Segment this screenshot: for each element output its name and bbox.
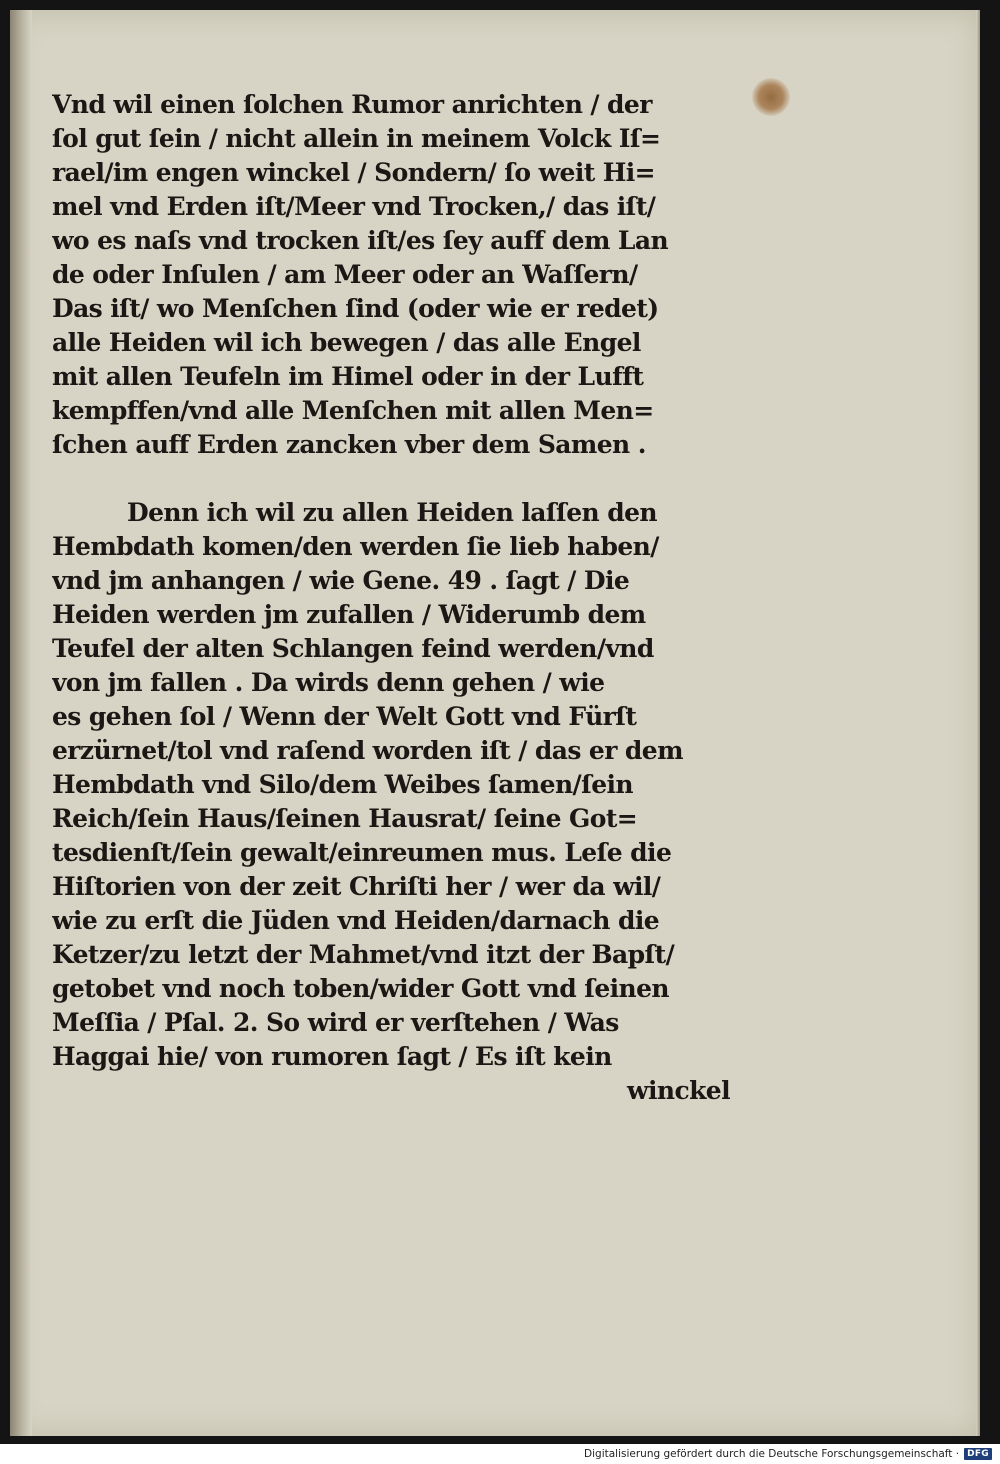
text-line: tesdienſt/ſein gewalt/einreumen mus. Leſe die [52,838,672,867]
text-line: erzürnet/tol vnd raſend worden iſt / das er dem [52,736,683,765]
paragraph-1 [52,88,730,462]
text-line: von jm fallen . Da wirds denn gehen / wie [52,668,605,697]
text-line: rael/im engen winckel / Sondern/ ſo weit Hi= [52,158,656,187]
text-line: Ketzer/zu letzt der Mahmet/vnd itzt der Bapſt/ [52,940,675,969]
page-text [52,88,730,1108]
text-line: ſchen auff Erden zancken vber dem Samen . [52,430,646,459]
text-line: mel vnd Erden iſt/Meer vnd Trocken,/ das iſt/ [52,192,656,221]
dfg-logo-icon: DFG [964,1448,992,1460]
text-line: Reich/ſein Haus/ſeinen Hausrat/ ſeine Got= [52,804,638,833]
text-line: kempffen/vnd alle Menſchen mit allen Men= [52,396,654,425]
text-line: Teufel der alten Schlangen feind werden/vnd [52,634,654,663]
text-line: ſol gut ſein / nicht allein in meinem Volck Iſ= [52,124,661,153]
text-line: vnd jm anhangen / wie Gene. 49 . ſagt / Die [52,566,630,595]
page-edge [976,10,980,1436]
book-page [10,10,980,1436]
text-line: Vnd wil einen ſolchen Rumor anrichten / der [52,90,652,119]
text-line: wie zu erſt die Jüden vnd Heiden/darnach die [52,906,660,935]
text-line: wo es naſs vnd trocken iſt/es ſey auff dem Lan [52,226,669,255]
paragraph-gap [52,462,730,496]
footer-credit: Digitalisierung gefördert durch die Deutsche Forschungsgemeinschaft · [584,1448,960,1460]
dfg-footer [584,1445,992,1463]
paragraph-2 [52,496,730,1074]
text-line: Heiden werden jm zufallen / Widerumb dem [52,600,646,629]
text-line: Denn ich wil zu allen Heiden laſſen den [127,498,657,527]
text-line: mit allen Teufeln im Himel oder in der Lufft [52,362,644,391]
page-gutter-shadow [10,10,32,1436]
text-line: getobet vnd noch toben/wider Gott vnd ſeinen [52,974,670,1003]
text-line: Das iſt/ wo Menſchen ſind (oder wie er redet) [52,294,659,323]
text-line: es gehen ſol / Wenn der Welt Gott vnd Fürſt [52,702,637,731]
text-line: Haggai hie/ von rumoren ſagt / Es iſt kein [52,1042,612,1071]
text-line: Hiſtorien von der zeit Chriſti her / wer da wil/ [52,872,661,901]
catchword: winckel [627,1076,730,1105]
text-line: alle Heiden wil ich bewegen / das alle Engel [52,328,641,357]
text-line: de oder Inſulen / am Meer oder an Waſſern/ [52,260,638,289]
text-line: Hembdath vnd Silo/dem Weibes ſamen/ſein [52,770,634,799]
text-line: Hembdath komen/den werden ſie lieb haben/ [52,532,659,561]
text-line: Meſſia / Pſal. 2. So wird er verſtehen / Was [52,1008,619,1037]
ink-stain [752,78,790,116]
